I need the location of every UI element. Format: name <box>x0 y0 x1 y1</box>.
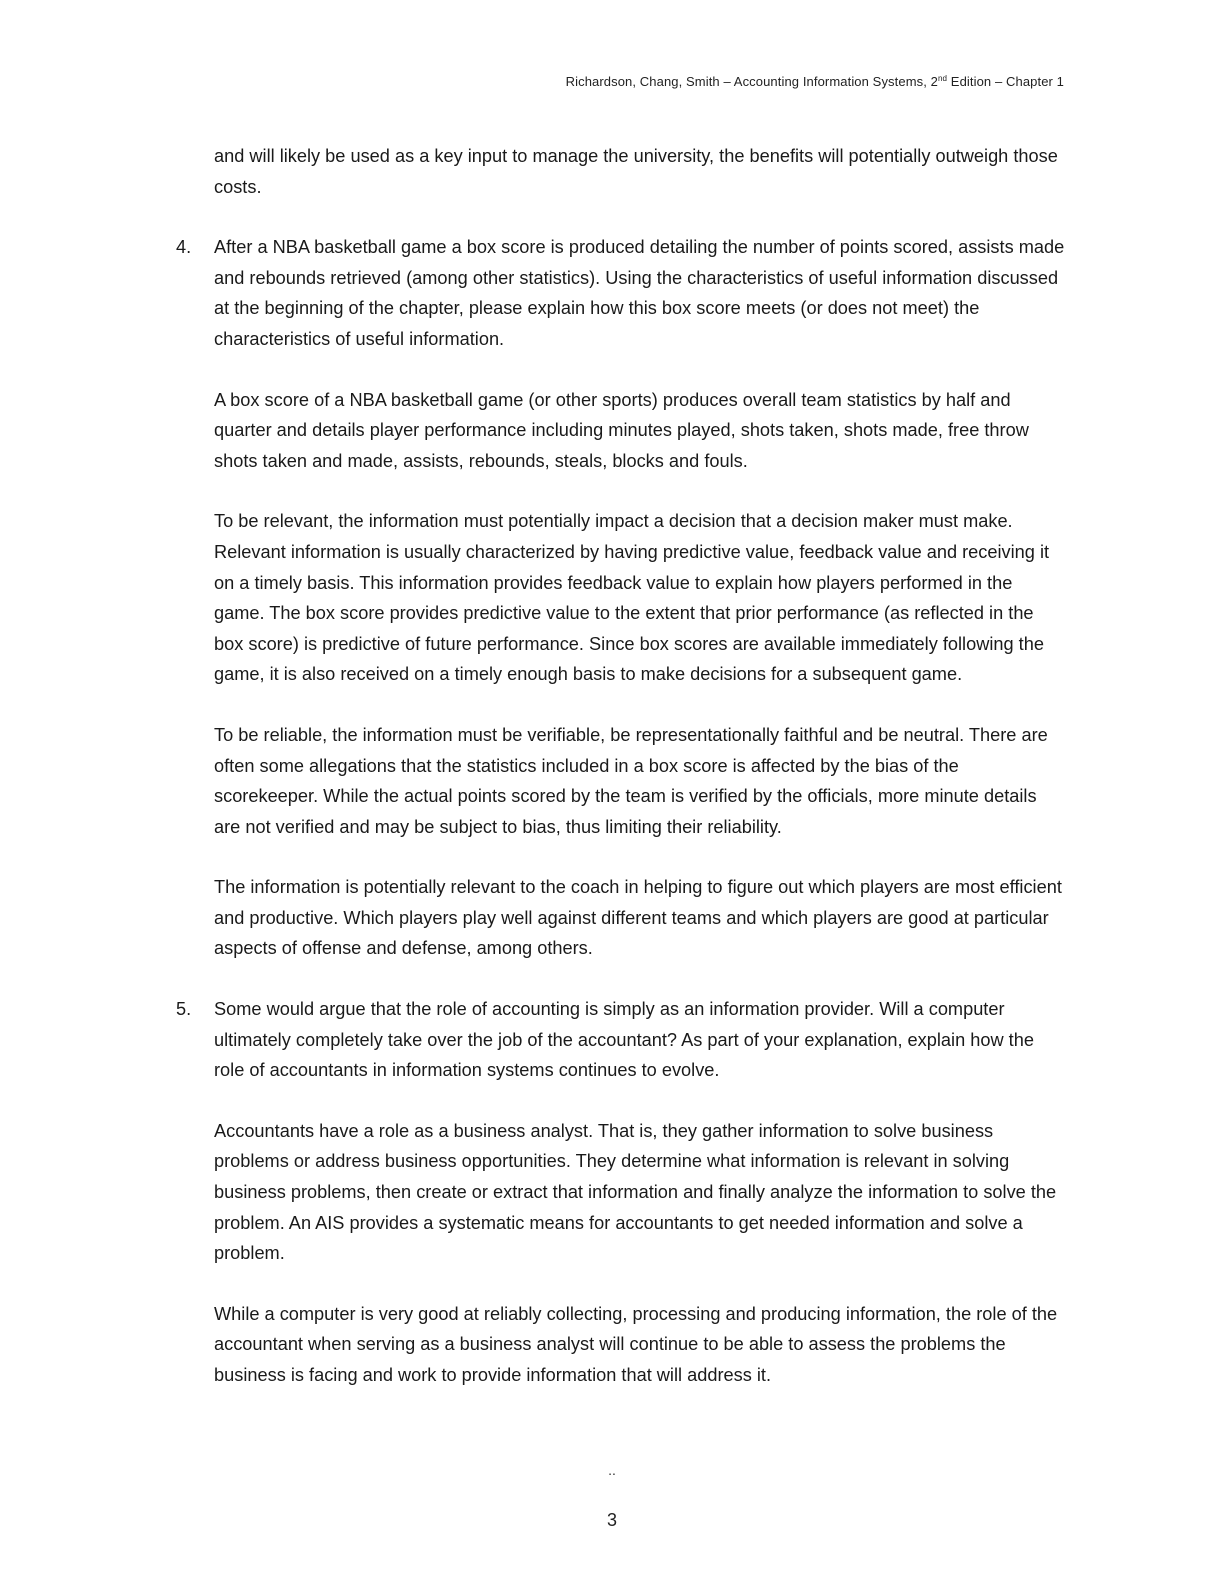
body-text <box>0 141 1224 1421</box>
running-header <box>566 74 1064 89</box>
continuation-paragraph: and will likely be used as a key input to manage the university, the benefits will potentially outweigh those costs. <box>214 146 1058 197</box>
header-prefix: Richardson, Chang, Smith – Accounting Information Systems, 2 <box>565 74 938 89</box>
question-4 <box>176 232 1066 354</box>
answer-4-paragraph-1: A box score of a NBA basketball game (or other sports) produces overall team statistics by half and quarter and details player performance including minutes played, shots taken, shots made, free throw shots taken and made, assists, rebounds, steals, blocks and fouls. <box>214 389 1029 471</box>
page-number: 3 <box>606 1510 617 1530</box>
header-superscript: nd <box>937 74 948 83</box>
question-5 <box>176 994 1066 1086</box>
question-4-number: 4. <box>176 237 192 258</box>
answer-4-paragraph-2: To be relevant, the information must potentially impact a decision that a decision maker must make. Relevant information is usually characterized by having predictive value, feedback value and receiving it on a timely basis. This information provides feedback value to explain how players performed in the game. The box score provides predictive value to the extent that prior performance (as reflected in the box score) is predictive of future performance. Since box scores are available immediately following the game, it is also received on a timely enough basis to make decisions for a subsequent game. <box>214 511 1050 685</box>
answer-5-paragraph-2: While a computer is very good at reliably collecting, processing and producing information, the role of the accountant when serving as a business analyst will continue to be able to assess the problems the business is facing and work to provide information that will address it. <box>214 1303 1058 1385</box>
answer-4-paragraph-4: The information is potentially relevant to the coach in helping to figure out which players are most efficient and productive. Which players play well against different teams and which players are good at particular aspects of offense and defense, among others. <box>214 877 1062 959</box>
answer-5-paragraph-1: Accountants have a role as a business analyst. That is, they gather information to solve business problems or address business opportunities. They determine what information is relevant in solving business problems, then create or extract that information and finally analyze the information to solve the problem. An AIS provides a systematic means for accountants to get needed information and solve a problem. <box>214 1120 1057 1264</box>
footer-dots: .. <box>608 1462 616 1478</box>
header-suffix: Edition – Chapter 1 <box>947 74 1064 89</box>
question-5-number: 5. <box>176 999 192 1020</box>
question-4-text: After a NBA basketball game a box score is produced detailing the number of points scored, assists made and rebounds retrieved (among other statistics). Using the characteristics of useful information discussed at the beginning of the chapter, please explain how this box score meets (or does not meet) the characteristics of useful information. <box>214 237 1065 349</box>
answer-4-paragraph-3: To be reliable, the information must be verifiable, be representationally faithful and be neutral. There are often some allegations that the statistics included in a box score is affected by the bias of the scorekeeper. While the actual points scored by the team is verified by the officials, more minute details are not verified and may be subject to bias, thus limiting their reliability. <box>214 724 1048 837</box>
question-5-text: Some would argue that the role of accounting is simply as an information provider. Will a computer ultimately completely take over the job of the accountant? As part of your explanation, explain how the role of accountants in information systems continues to evolve. <box>214 999 1034 1081</box>
